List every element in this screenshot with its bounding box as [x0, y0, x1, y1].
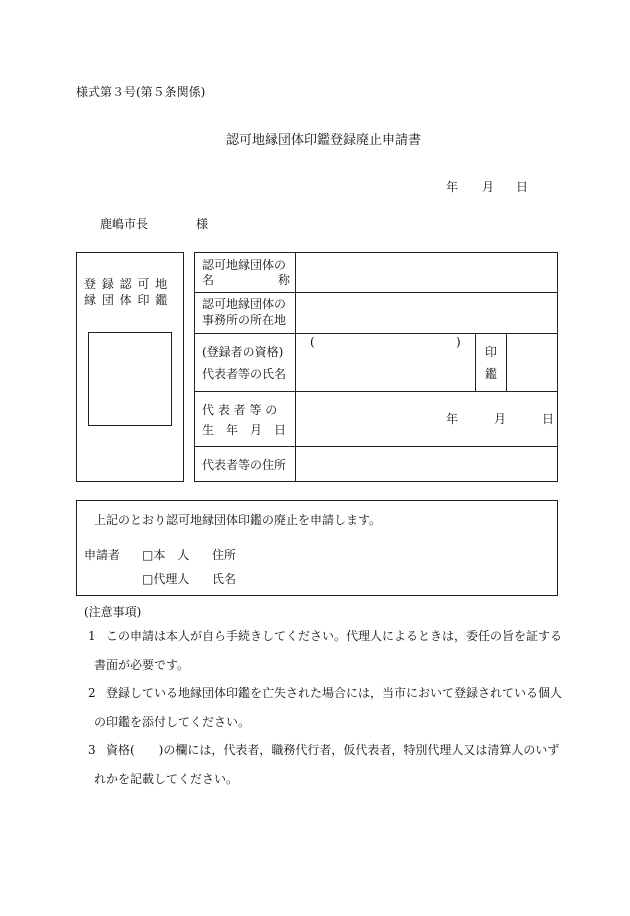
qualification-field[interactable]: [316, 334, 454, 350]
seal-cell-divider-left: [475, 333, 476, 391]
birthdate-label-line1: 代 表 者 等 の: [202, 403, 278, 417]
note-number: 2: [88, 686, 96, 700]
seal-cell-label-1: 印: [485, 345, 498, 359]
applicant-address-label: 住所: [212, 548, 237, 562]
note-text-line1: 登録している地縁団体印鑑を亡失された場合には，当市において登録されている個人: [106, 686, 563, 700]
request-statement: 上記のとおり認可地縁団体印鑑の廃止を申請します。: [94, 513, 382, 527]
office-address-field[interactable]: [296, 293, 557, 333]
org-name-label-line2: [202, 274, 290, 286]
addressee-honorific: 様: [196, 217, 209, 231]
rep-address-label: 代表者等の住所: [202, 458, 287, 472]
seal-impression-area[interactable]: [88, 332, 172, 426]
office-address-label-line2: 事務所の所在地: [202, 313, 287, 327]
applicant-option-self[interactable]: □本 人: [142, 548, 190, 562]
birthdate-day-label: 日: [542, 412, 555, 426]
office-address-label-line1: 認可地縁団体の: [202, 297, 287, 311]
representative-seal-field[interactable]: [507, 334, 557, 391]
note-text-line1: この申請は本人が自ら手続きしてください。代理人によるときは，委任の旨を証する: [106, 629, 563, 643]
applicant-name-field[interactable]: [240, 568, 550, 588]
note-text-line1: 資格( )の欄には，代表者，職務代行者，仮代表者，特別代理人又は清算人のいず: [106, 743, 560, 757]
date-year-label: 年: [446, 180, 459, 194]
registrant-qualification-label: (登録者の資格): [202, 345, 284, 359]
form-number: 様式第３号(第５条関係): [76, 85, 206, 99]
form-title: 認可地縁団体印鑑登録廃止申請書: [226, 133, 422, 148]
date-month-label: 月: [482, 180, 495, 194]
birthdate-label-line2: 生 年 月 日: [202, 423, 287, 437]
birthdate-month-label: 月: [494, 412, 507, 426]
qualification-paren-open: (: [310, 335, 315, 349]
applicant-label: 申請者: [84, 548, 121, 562]
representative-name-field[interactable]: [296, 356, 474, 390]
representative-name-label: 代表者等の氏名: [202, 367, 287, 381]
seal-box-label-line2: 縁 団 体 印 鑑: [84, 293, 169, 307]
birthdate-year-label: 年: [446, 412, 459, 426]
rep-address-field[interactable]: [296, 447, 557, 481]
note-number: 1: [88, 629, 96, 643]
applicant-option-agent[interactable]: □代理人: [142, 572, 190, 586]
applicant-name-label: 氏名: [212, 572, 237, 586]
qualification-paren-close: ): [456, 335, 461, 349]
note-text-line2: 書面が必要です。: [94, 658, 190, 672]
org-name-label-char1: 名: [202, 273, 215, 287]
birthdate-field[interactable]: [296, 392, 557, 446]
org-name-field[interactable]: [296, 253, 557, 292]
date-day-label: 日: [516, 180, 529, 194]
notes-heading: (注意事項): [84, 605, 142, 619]
applicant-address-field[interactable]: [240, 544, 550, 564]
seal-box-label-line1: 登 録 認 可 地: [84, 277, 169, 291]
org-name-label-char2: 称: [277, 273, 290, 287]
seal-cell-label-2: 鑑: [485, 367, 498, 381]
note-number: 3: [88, 743, 96, 757]
note-text-line2: れかを記載してください。: [94, 772, 239, 786]
note-text-line2: の印鑑を添付してください。: [94, 715, 251, 729]
org-name-label-line1: 認可地縁団体の: [202, 258, 287, 272]
addressee-name: 鹿嶋市長: [100, 217, 149, 231]
